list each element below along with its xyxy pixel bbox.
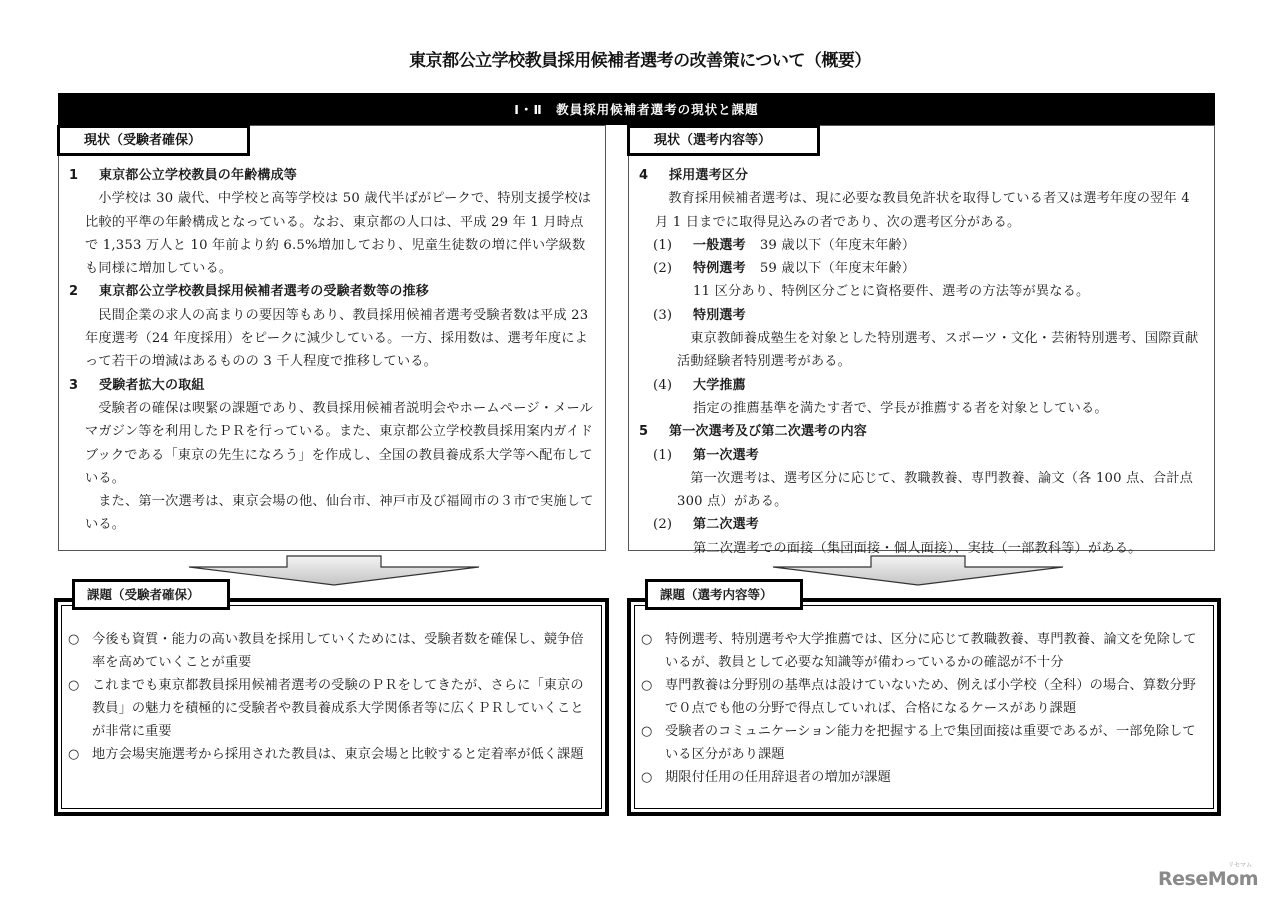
issues-recruitment-box xyxy=(54,587,609,816)
item-paragraph: 小学校は 30 歳代、中学校と高等学校は 50 歳代半ばがピークで、特別支援学校は比較的平準の年齢構成となっている。なお、東京都の人口は、平成 29 年 1 月時点で 1,353 万人と 10 年前より約 6.5%増加しており、児童生徒数の増に伴い学級数も同様に増加している。 xyxy=(85,191,592,277)
item-paragraph: また、第一次選考は、東京会場の他、仙台市、神戸市及び福岡市の３市で実施している。 xyxy=(85,494,594,533)
current-status-selection-panel xyxy=(628,125,1215,556)
issue-item: ○ 専門教養は分野別の基準点は設けていないため、例えば小学校（全科）の場合、算数分野で０点でも他の分野で得点していれば、合格になるケースがあり課題 xyxy=(641,674,1207,720)
document-title: 東京都公立学校教員採用候補者選考の改善策について（概要） xyxy=(409,51,871,71)
issue-item: ○ 今後も資質・能力の高い教員を採用していくためには、受験者数を確保し、競争倍率を高めていくことが重要 xyxy=(68,628,595,674)
issues-label: 課題（受験者確保） xyxy=(72,579,230,610)
circle-bullet-icon: ○ xyxy=(68,632,80,647)
panel-content xyxy=(69,164,595,537)
item-paragraph: 受験者の確保は喫緊の課題であり、教員採用候補者説明会やホームページ・メールマガジン等を利用したＰＲを行っている。また、東京都公立学校教員採用案内ガイドブックである「東京の先生になろう」を作成し、全国の教員養成系大学等へ配布している。 xyxy=(85,400,593,486)
issue-item: ○ 特例選考、特別選考や大学推薦では、区分に応じて教職教養、専門教養、論文を免除しているが、教員として必要な知識等が備わっているかの確認が不十分 xyxy=(641,628,1207,674)
item-paragraph: 民間企業の求人の高まりの要因等もあり、教員採用候補者選考受験者数は平成 23 年度選考（24 年度採用）をピークに減少している。一方、採用数は、選考年度によって若干の増減はあるものの 3 千人程度で推移している。 xyxy=(85,307,589,370)
sub-item: (2) 第二次選考 xyxy=(653,517,760,533)
sub-item-body: 11 区分あり、特例区分ごとに資格要件、選考の方法等が異なる。 xyxy=(693,284,1090,300)
circle-bullet-icon: ○ xyxy=(641,678,653,693)
sub-item-body: 第一次選考は、選考区分に応じて、教職教養、専門教養、論文（各 100 点、合計点 300 点）がある。 xyxy=(677,470,1194,510)
item-heading: 2 東京都公立学校教員採用候補者選考の受験者数等の推移 xyxy=(69,284,430,300)
item-paragraph: 教育採用候補者選考は、現に必要な教員免許状を取得している者又は選考年度の翌年 4 月 1 日までに取得見込みの者であり、次の選考区分がある。 xyxy=(655,191,1190,230)
issues-list xyxy=(68,628,595,766)
sub-item: (2) 特例選考 59 歳以下（年度末年齢） xyxy=(653,261,916,277)
issue-item: ○ これまでも東京都教員採用候補者選考の受験のＰＲをしてきたが、さらに「東京の教員」の魅力を積極的に受験者や教員養成系大学関係者等に広くＰＲしていくことが非常に重要 xyxy=(68,674,595,743)
issues-list xyxy=(641,628,1207,789)
sub-item: (3) 特別選考 xyxy=(653,307,746,323)
sub-item: (4) 大学推薦 xyxy=(653,377,746,393)
current-status-recruitment-panel xyxy=(58,125,606,551)
circle-bullet-icon: ○ xyxy=(641,632,653,647)
sub-item: (1) 第一次選考 xyxy=(653,447,760,463)
down-arrow-icon xyxy=(773,554,1063,586)
issues-label: 課題（選考内容等） xyxy=(645,579,803,610)
issue-item: ○ 期限付任用の任用辞退者の増加が課題 xyxy=(641,766,1207,789)
sub-item-body: 東京教師養成塾生を対象とした特別選考、スポーツ・文化・芸術特別選考、国際貢献活動経験者特別選考がある。 xyxy=(677,331,1199,370)
circle-bullet-icon: ○ xyxy=(641,770,653,785)
issues-selection-box xyxy=(627,587,1221,816)
resemom-watermark-logo: ReseMom リセマム xyxy=(1158,862,1258,890)
circle-bullet-icon: ○ xyxy=(641,724,653,739)
circle-bullet-icon: ○ xyxy=(68,678,80,693)
panel-label: 現状（受験者確保） xyxy=(57,125,250,156)
item-heading: 3 受験者拡大の取組 xyxy=(69,377,205,393)
item-heading: 1 東京都公立学校教員の年齢構成等 xyxy=(69,168,298,183)
issue-item: ○ 地方会場実施選考から採用された教員は、東京会場と比較すると定着率が低く課題 xyxy=(68,743,595,766)
circle-bullet-icon: ○ xyxy=(68,747,80,762)
issue-item: ○ 受験者のコミュニケーション能力を把握する上で集団面接は重要であるが、一部免除している区分があり課題 xyxy=(641,720,1207,766)
sub-item-body: 指定の推薦基準を満たす者で、学長が推薦する者を対象としている。 xyxy=(693,400,1108,416)
item-heading: 5 第一次選考及び第二次選考の内容 xyxy=(639,424,868,440)
panel-content xyxy=(639,164,1204,560)
section-header-bar: Ⅰ・Ⅱ 教員採用候補者選考の現状と課題 xyxy=(58,93,1215,125)
item-heading: 4 採用選考区分 xyxy=(639,168,749,183)
sub-item-body: 第二次選考での面接（集団面接・個人面接）、実技（一部教科等）がある。 xyxy=(693,540,1142,556)
sub-item: (1) 一般選考 39 歳以下（年度末年齢） xyxy=(653,237,916,253)
panel-label: 現状（選考内容等） xyxy=(627,125,820,156)
down-arrow-icon xyxy=(189,554,479,586)
